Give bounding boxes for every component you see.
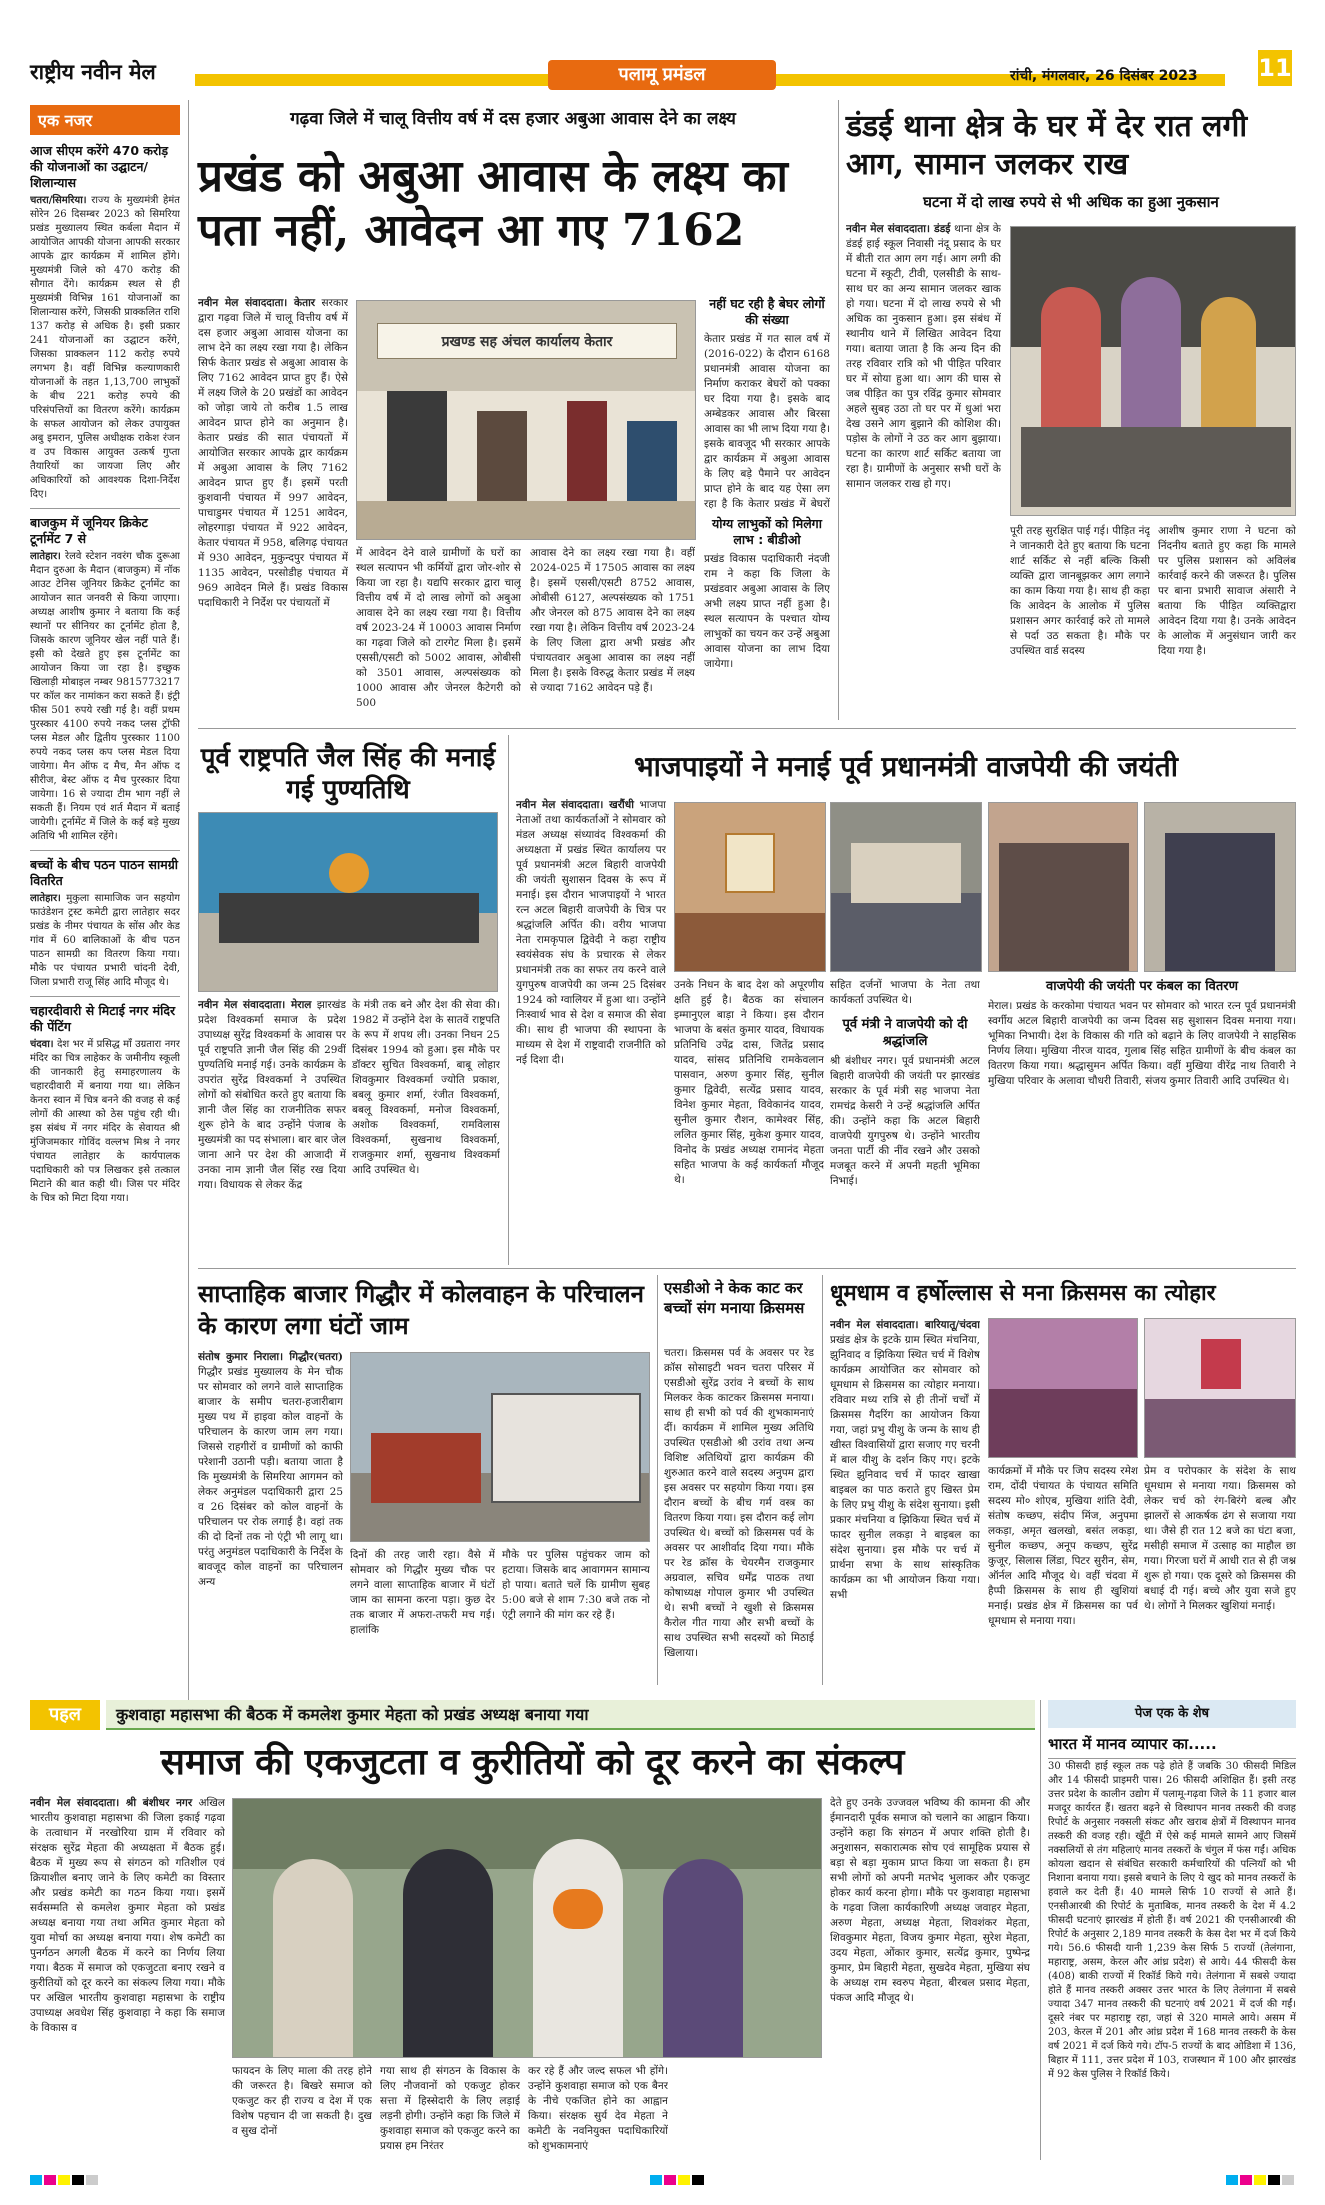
vajpayee-col-3 <box>830 978 980 1260</box>
paper-name: राष्ट्रीय नवीन मेल <box>30 59 156 84</box>
lead-kicker: गढ़वा जिले में चालू वित्तीय वर्ष में दस हजार अबुआ आवास देने का लक्ष्य <box>290 109 736 129</box>
christmas-byline: नवीन मेल संवाददाता। बारियातू/चंदवा <box>830 1319 980 1331</box>
gidhaur-col-3: मौके पर पुलिस पहुंचकर जाम को हटाया। जिसके बाद आवागमन सामान्य हो पाया। बताते चलें कि ग्रामीण सुबह 5:00 बजे से शाम 7:30 बजे तक नो एंट्री लगाने की मांग कर रहे हैं। <box>502 1549 650 1621</box>
vajpayee-byline: नवीन मेल संवाददाता। खरौंधी <box>516 799 634 811</box>
truck-photo <box>350 1352 650 1542</box>
christmas-col-3: प्रेम व परोपकार के संदेश के साथ धूमधाम से मनाया गया। क्रिसमस को लेकर चर्च को रंग-बिरंगे बल्ब और झालरों से आकर्षक ढंग से सजाया गया था। जैसे ही रात 12 बजे का घंटा बजा, मसीही समाज में उत्साह का माहौल छा गया। गिरजा घरों में आधी रात से ही जश्न शुरू हो गया। एक दूसरे को क्रिसमस की बधाई दी गई। बच्चे और युवा सजे हुए थे। लोगों ने मिलकर खुशियां मनाई। <box>1144 1465 1296 1612</box>
lead-side-body-1: केतार प्रखंड में गत साल वर्ष में (2016-022) के दौरान 6168 प्रधानमंत्री आवास योजना का निर्माण कराकर बेघरों को पक्का घर दिया गया है। इसके बाद अम्बेडकर आवास और बिरसा आवास का भी लाभ दिया गया है। इसके बावजूद भी सरकार आपके द्वार कार्यक्रम में अबुआ आवास के लिए बड़े पैमाने पर आवेदन प्राप्त होने के बाद यह ऐसा लग रहा है कि केतार प्रखंड में बेघरों <box>704 333 830 510</box>
fire-subhead: घटना में दो लाख रुपये से भी अधिक का हुआ नुकसान <box>923 193 1219 211</box>
lead-sidebar <box>704 296 830 716</box>
vajpayee-headline: भाजपाइयों ने मनाई पूर्व प्रधानमंत्री वाजपेयी की जयंती <box>633 750 1178 783</box>
section-name: पलामू प्रमंडल <box>618 64 706 85</box>
jail-singh-col-2: के मंत्री तक बने और देश की सेवा की। 1982 में उन्होंने देश के सातवें राष्ट्रपति के रूप में शपथ ली। उनका निधन 25 दिसंबर 1994 को हुआ। इस मौके पर डॉक्टर सुचित विश्वकर्मा, बाबू लोहार शिवकुमार विश्वकर्मा ज्योति प्रकाश, बबलू कुमार शर्मा, रंजीत विश्वकर्मा, बबलू विश्वकर्मा, मनोज विश्वकर्मा, अशोक विश्वकर्मा, रामविलास विश्वकर्मा, सुखनाथ विश्वकर्मा, राजकुमार शर्मा, सुखनाथ विश्वकर्मा आदि उपस्थित थे। <box>352 999 500 1176</box>
vajpayee-col1-text: भाजपा नेताओं तथा कार्यकर्ताओं ने सोमवार को मंडल अध्यक्ष संध्यावंद विश्वकर्मा की अध्यक्षता में प्रखंड स्थित कार्यालय पर पूर्व प्रधानमंत्री अटल बिहारी वाजपेयी की जयंती सुशासन दिवस के रूप में मनाई। इस दौरान भाजपाइयों ने भारत रत्न अटल बिहारी वाजपेयी के चित्र पर श्रद्धांजलि अर्पित की। वरीय भाजपा नेता रामकृपाल द्विवेदी ने कहा राष्ट्रीय स्वयंसेवक संघ के प्रचारक से लेकर प्रधानमंत्री तक का सफर तय करने वाले युगपुरुष वाजपेयी का जन्म 25 दिसंबर 1924 को ग्वालियर में हुआ था। उन्होंने निःस्वार्थ भाव से देश व समाज की सेवा की। साथ ही भाजपा की स्थापना के माध्यम से देश में राष्ट्रवादी राजनीति को नई दिशा दी। <box>516 799 666 1066</box>
pahal-label <box>30 1700 100 1730</box>
christmas-col1-text: प्रखंड क्षेत्र के इटके ग्राम स्थित मंचनिया, झुनिवाद व झिकिया स्थित चर्च में विशेष कार्यक्रम आयोजित कर सोमवार को धूमधाम से क्रिसमस का त्योहार मनाया। रविवार मध्य रात्रि से ही तीनों चर्चों में क्रिसमस गैदरिंग का आयोजन किया गया, जहां प्रभु यीशु के जन्म के साथ ही खीस्त विश्वासियों द्वारा सजाए गए चरनी में बाल यीशु के दर्शन किए गए। इटके स्थित झुनिवाद चर्च में फादर खाखा बाइबल का पाठ कराते हुए खिस्त प्रेम के लिए प्रभु यीशु के संदेश सुनाया। इसी प्रकार मंचनिया व झिकिया स्थित चर्च में फादर सुनील लकड़ा ने बाइबल का संदेश सुनाया। इस मौके पर चर्च में प्रार्थना सभा के साथ सांस्कृतिक कार्यक्रम का भी आयोजन किया गया। सभी <box>830 1334 980 1601</box>
fire-headline: डंडई थाना क्षेत्र के घर में देर रात लगी आग, सामान जलकर राख <box>846 109 1248 182</box>
vajpayee-col-1 <box>516 798 666 1258</box>
blanket-photo-1 <box>988 802 1138 972</box>
brief-lead: लातेहार। <box>30 551 61 562</box>
brief-title: चहारदीवारी से मिटाई नगर मंदिर की पेंटिंग <box>30 1003 176 1034</box>
kushwaha-photo <box>232 1798 822 2058</box>
gidhaur-col-2: दिनों की तरह जारी रहा। वैसे में सोमवार को गिद्धौर मुख्य चौक पर लगने वाला साप्ताहिक बाजार में घंटों जाम का सामना करना पड़ा। कुछ देर तक बाजार में अफरा-तफरी मच गई। हालांकि <box>350 1549 495 1636</box>
office-sign-text: प्रखण्ड सह अंचल कार्यालय केतार <box>441 334 613 350</box>
gidhaur-col-1 <box>198 1350 343 1680</box>
vajpayee-body-3: मेराल। प्रखंड के करकोमा पंचायत भवन पर सोमवार को भारत रत्न पूर्व प्रधानमंत्री स्वर्गीय अटल बिहारी वाजपेयी का जन्म दिवस सह सुशासन दिवस मनाया गया। भूमिका निभायी। देश के विकास की गति को बढ़ाने के लिए वाजपेयी ने साहसिक निर्णय लिया। मुखिया नीरज यादव, गुलाब सिंह सहित ग्रामीणों के बीच कंबल का वितरण किया गया। श्रद्धासुमन अर्पित किया। वहीं मुखिया वीरेंद्र नाथ तिवारी ने मुखिया परिवार के अलावा चौधरी तिवारी, संजय कुमार तिवारी आदि उपस्थित थे। <box>988 1000 1296 1087</box>
fire-photo <box>1010 226 1296 516</box>
vajpayee-photo-1 <box>674 802 826 972</box>
fire-col-1 <box>846 222 1001 718</box>
brief-lead: चतरा/सिमरिया। <box>30 195 87 206</box>
brief-body: मुकुला सामाजिक जन सहयोग फाउंडेशन ट्रस्ट कमेटी द्वारा लातेहार सदर प्रखंड के नीमर पंचायत के सोंस और केड गांव में 60 बालिकाओं के बीच पठन पाठन सामग्री का वितरण किया गया। मौके पर पंचायत प्रभारी चांदनी देवी, जिला प्रभारी राजू सिंह आदि मौजूद थे। <box>30 893 180 988</box>
vajpayee-body-2: श्री बंशीधर नगर। पूर्व प्रधानमंत्री अटल बिहारी वाजपेयी की जयंती पर झारखंड सरकार के पूर्व मंत्री सह भाजपा नेता रामचंद्र केसरी ने उन्हें श्रद्धांजलि अर्पित की। उन्होंने कहा कि अटल बिहारी वाजपेयी युगपुरुष थे। उन्होंने भारतीय जनता पार्टी की नींव रखने और उसको मजबूत करने में अपनी महती भूमिका निभाई। <box>830 1055 980 1187</box>
lead-side-body-2: प्रखंड विकास पदाधिकारी नंदजी राम ने कहा कि जिला के प्रखंडवार अबुआ आवास के लिए अभी लक्ष्य प्राप्त नहीं हुआ है। स्थल सत्यापन के पश्चात योग्य लाभुकों का चयन कर उन्हें अबुआ आवास योजना का लाभ दिया जायेगा। <box>704 553 830 670</box>
christmas-col-2: कार्यक्रमों में मौके पर जिप सदस्य रमेश राम, दोंदी पंचायत के पंचायत समिति सदस्य मो० शोएब, मुखिया शांति देवी, संतोष कच्छप, संदीप मिंज, अनुपमा लकड़ा, अमृत खलखो, बसंत लकड़ा, सुनील कच्छप, अनूप कच्छप, सुरेंद्र कुजूर, सिलास लिंडा, पिटर सुरीन, सेम, ऑर्नल आदि मौजूद थे। वहीं चंदवा में हैप्पी क्रिसमस के साथ ही खुशियां मनाई। प्रखंड क्षेत्र में क्रिसमस का पर्व धूमधाम से मनाया गया। <box>988 1465 1138 1627</box>
sdo-headline: एसडीओ ने केक काट कर बच्चों संग मनाया क्रिसमस <box>664 1279 805 1317</box>
sdo-body: चतरा। क्रिसमस पर्व के अवसर पर रेड क्रॉस सोसाइटी भवन चतरा परिसर में एसडीओ सुरेंद्र उरांव ने बच्चों के साथ मिलकर केक काटकर क्रिसमस मनाया। साथ ही सभी को पर्व की शुभकामनाएं दीं। कार्यक्रम में शामिल मुख्य अतिथि उपस्थित एसडीओ श्री उरांव तथा अन्य विशिष्ट अतिथियों द्वारा कार्यक्रम की शुरुआत करने वाले सदस्य अनुपम द्वारा इस अवसर पर सहयोग किया गया। इस दौरान बच्चों के बीच गर्म वस्त्र का वितरण किया गया। इस दौरान कई लोग उपस्थित थे। बच्चों को क्रिसमस पर्व के अवसर पर आशीर्वाद दिया गया। मौके पर रेड क्रॉस के चेयरमैन राजकुमार अग्रवाल, सचिव धर्मेंद्र पाठक तथा कोषाध्यक्ष गोपाल कुमार भी उपस्थित थे। सभी बच्चों ने खुशी से क्रिसमस कैरोल गीत गाया और सभी बच्चों के साथ उपस्थित सभी सदस्यों को मिठाई खिलाया। <box>664 1347 814 1659</box>
left-column-header <box>30 105 180 135</box>
jail-singh-headline: पूर्व राष्ट्रपति जैल सिंह की मनाई गई पुण्यतिथि <box>200 743 496 805</box>
left-column <box>30 105 180 1705</box>
gidhaur-col1-text: गिद्धौर प्रखंड मुख्यालय के मेन चौक पर सोमवार को लगने वाले साप्ताहिक बाजार के समीप चतरा-हजारीबाग मुख्य पथ में हाइवा कोल वाहनों के परिचालन के कारण जाम लग गया। जिससे राहगीरों व ग्रामीणों को काफी परेशानी उठानी पड़ी। बताया जाता है कि मुख्यमंत्री के सिमरिया आगमन को लेकर अनुमंडल पदाधिकारी द्वारा 25 व 26 दिसंबर को कोल वाहनों के परिचालन पर रोक लगाई है। वहां तक की दो दिनों तक नो एंट्री भी लागू था। परंतु अनुमंडल पदाधिकारी के निर्देश के बावजूद कोल वाहनों का परिचालन अन्य <box>198 1366 343 1588</box>
brief-title: आज सीएम करेंगे 470 करोड़ की योजनाओं का उद्घाटन/शिलान्यास <box>30 143 169 190</box>
christmas-headline: धूमधाम व हर्षोल्लास से मना क्रिसमस का त्योहार <box>830 1280 1216 1306</box>
page-number: 11 <box>1258 54 1292 82</box>
office-photo <box>356 300 696 540</box>
trafficking-headline: भारत में मानव व्यापार का..... <box>1048 1734 1296 1759</box>
dateline: रांची, मंगलवार, 26 दिसंबर 2023 <box>1010 68 1198 84</box>
vajpayee-photo-2 <box>830 802 982 972</box>
jail-singh-col-1 <box>198 998 346 1260</box>
kushwaha-kicker-bar <box>106 1700 1035 1730</box>
gidhaur-headline: साप्ताहिक बाजार गिद्धौर में कोलवाहन के परिचालन के कारण लगा घंटों जाम <box>198 1279 644 1340</box>
brief-lead: लातेहार। <box>30 893 61 904</box>
brief-lead: चंदवा। <box>30 1039 54 1050</box>
jail-singh-photo <box>198 812 498 992</box>
fire-col1-text: थाना क्षेत्र के डंडई हाई स्कूल निवासी नंदू प्रसाद के घर में बीती रात आग लग गई। आग लगी की घटना में स्कूटी, टीवी, एलसीडी के साथ-साथ घर का अन्य सामान जलकर खाक हो गया। घटना में दो लाख रुपये से भी अधिक का नुकसान हुआ। इस संबंध में स्थानीय थाने में लिखित आवेदन दिया गया। बताया जाता है कि अन्य दिन की तरह रविवार रात्रि को भी पीड़ित परिवार घर में सोया हुआ था। आग की घास से जब पीड़ित का पुत्र रविंद्र कुमार सोमवार अहले सुबह उठा तो घर पर में धुआं भरा देख उसने आग बुझाने की कोशिश की। पड़ोस के लोगों ने उठ कर आग बुझाया। घटना का कारण शार्ट सर्किट बताया जा रहा है। ग्रामीणों के अनुसार सभी घरों के सामान जलकर राख हो गए। <box>846 223 1001 490</box>
jail-singh-col1-text: झारखंड प्रदेश विश्वकर्मा समाज के प्रदेश उपाध्यक्ष सुरेंद्र विश्वकर्मा के आवास पर पूर्व राष्ट्रपति ज्ञानी जैल सिंह की 29वीं पुण्यतिथि मनाई गई। उनके कार्यक्रम के उपरांत सुरेंद्र विश्वकर्मा ने उपस्थित लोगों को संबोधित करते हुए बताया कि ज्ञानी जैल सिंह का राजनीतिक सफर शुरू होने के बाद उन्होंने पंजाब के मुख्यमंत्री का पद संभाला। बार बार जेल जाना आने पर देश की आजादी में उनका नाम ज्ञानी जैल सिंह रख दिया गया। विधायक से लेकर केंद्र <box>198 999 346 1191</box>
brief-body: राज्य के मुख्यमंत्री हेमंत सोरेन 26 दिसम्बर 2023 को सिमरिया प्रखंड मुख्यालय स्थित कर्बला मैदान में आयोजित आपकी योजना आपकी सरकार आपके द्वार कार्यक्रम में शामिल होंगे। मुख्यमंत्री जिले को 470 करोड़ की सौगात देंगे। कार्यक्रम स्थल से ही मुख्यमंत्री विभिन्न 161 योजनाओं का शिलान्यास करेंगे, जिसकी प्राक्कलित राशि 137 करोड़ से अधिक है। इसी प्रकार 241 योजनाओं का उद्घाटन करेंगे, जिसका प्राक्कलन 112 करोड़ रुपये लगभग है। वहीं विभिन्न कल्याणकारी योजनाओं के तहत 1,13,700 लाभुकों के बीच 221 करोड़ रुपये की परिसंपत्तियों का वितरण करेंगे। कार्यक्रम के सफल आयोजन को लेकर उपायुक्त अबु इमरान, पुलिस अधीक्षक राकेश रंजन व उप विकास आयुक्त उत्कर्ष गुप्ता तैयारियों का जायजा लिए और अधिकारियों को आवश्यक दिशा-निर्देश दिए। <box>30 195 180 500</box>
kushwaha-col-3: गया साथ ही संगठन के विकास के लिए नौजवानों को एकजुट होकर सत्ता में हिस्सेदारी के लिए लड़ाई लड़नी होगी। उन्होंने कहा कि जिले में कुशवाहा समाज को एकजुट करने का प्रयास हम निरंतर <box>380 2065 520 2152</box>
vajpayee-col3-text: सहित दर्जनों भाजपा के नेता तथा कार्यकर्ता उपस्थित थे। <box>830 979 980 1006</box>
church-photo-2 <box>1144 1318 1296 1458</box>
fire-col-2: पूरी तरह सुरक्षित पाई गई। पीड़ित नंदू ने जानकारी देते हुए बताया कि घटना शार्ट सर्किट से नहीं बल्कि किसी व्यक्ति द्वारा जानबूझकर आग लगाने का काम किया गया है। साथ ही कहा कि आवेदन के आलोक में पुलिस प्रशासन अगर कार्रवाई करे तो मामले से पर्दा उठ सकता है। मौके पर उपस्थित वार्ड सदस्य <box>1010 525 1150 657</box>
left-column-header-text: एक नजर <box>38 111 93 130</box>
jail-singh-byline: नवीन मेल संवाददाता। मेराल <box>198 999 312 1011</box>
church-photo-1 <box>988 1318 1138 1458</box>
fire-byline: नवीन मेल संवाददाता। डंडई <box>846 223 951 235</box>
page-number-badge <box>1258 50 1292 86</box>
blanket-photo-2 <box>1144 802 1296 972</box>
brief-item <box>30 857 180 990</box>
brief-body: रेलवे स्टेशन नवरंग चौक दुरूआ मैदान दुरुआ के मैदान (बाजकुम) में नॉक आउट टेनिस जूनियर क्रिकेट टूर्नामेंट का आयोजन सात जनवरी से किया जाएगा। अध्यक्ष आशीष कुमार ने बताया कि कई स्थानों पर सीनियर का टूर्नामेंट होता है, जिसके कारण जूनियर खेल नहीं पाते हैं। इसी को देखते हुए इस टूर्नामेंट का आयोजन किया जा रहा है। इच्छुक खिलाड़ी मोबाइल नम्बर 9815773217 पर कॉल कर नामांकन करा सकते हैं। इंट्री फीस 501 रुपये रखी गई है। वहीं प्रथम पुरस्कार 4100 रुपये नकद प्लस ट्रॉफी प्लस मेडल और द्वितीय पुरस्कार 1100 रुपये नकद प्लस कप प्लस मेडल दिया जायेगा। मैन ऑफ द मैच, मैन ऑफ द सीरीज, बेस्ट ऑफ द मैच पुरस्कार दिया जायेगा। 16 से ज्यादा टीम भाग नहीं ले सकती हैं। नियम एवं शर्त मैदान में बताई जायेगी। टूर्नामेंट में जिले के कई बड़े मुख्य अतिथि भी शामिल रहेंगे। <box>30 551 180 842</box>
lead-byline: नवीन मेल संवाददाता। केतार <box>198 297 316 309</box>
kushwaha-banner <box>30 1700 1035 1730</box>
office-sign <box>377 323 677 359</box>
vajpayee-col-4 <box>988 978 1296 1260</box>
footer-registration-bar <box>30 2175 1296 2185</box>
lead-col-3: आवास देने का लक्ष्य रखा गया है। वहीं 2024-025 में 17505 आवास का लक्ष्य है। इसमें एससी/एसटी 8752 आवास, ओबीसी 6127, अल्पसंख्यक को 1751 और जेनरल को 875 आवास देने का लक्ष्य रखा गया है। लेकिन वित्तीय वर्ष 2023-24 के लिए जिला द्वारा अभी प्रखंड और पंचायतवार अबुआ आवास का लक्ष्य नहीं मिला है। इसके विरुद्ध केतार प्रखंड में लक्ष्य से ज्यादा 7162 आवेदन पड़े हैं। <box>530 547 695 694</box>
brief-title: बच्चों के बीच पठन पाठन सामग्री वितरित <box>30 857 178 888</box>
kushwaha-col1-text: अखिल भारतीय कुशवाहा महासभा की जिला इकाई गढ़वा के तत्वाधान में नरखोरिया ग्राम में रविवार को संरक्षक सुरेंद्र मेहता की अध्यक्षता में बैठक हुई। बैठक में मुख्य रूप से संगठन को गतिशील एवं क्रियाशील बनाए जाने के लिए कमेटी का विस्तार और प्रखंड कमेटी का गठन किया गया। इसमें सर्वसम्मति से कमलेश कुमार मेहता को प्रखंड अध्यक्ष बनाया गया तथा अमित कुमार मेहता को युवा मोर्चा का अध्यक्ष बनाया गया। शेष कमेटी का पुनर्गठन अगली बैठक में करने का निर्णय लिया गया। बैठक में समाज को एकजुटता बनाए रखने व कुरीतियों को दूर करने का संकल्प लिया गया। मौके पर अखिल भारतीय कुशवाहा महासभा के राष्ट्रीय उपाध्यक्ष अवधेश सिंह कुशवाहा ने कहा कि समाज के विकास व <box>30 1797 225 2034</box>
section-name-badge <box>548 60 776 90</box>
lead-col-1 <box>198 296 348 686</box>
continued-tab <box>1048 1700 1296 1728</box>
brief-item <box>30 143 180 502</box>
gidhaur-byline: संतोष कुमार निराला। गिद्धौर(चतरा) <box>198 1351 343 1363</box>
kushwaha-kicker: कुशवाहा महासभा की बैठक में कमलेश कुमार मेहता को प्रखंड अध्यक्ष बनाया गया <box>116 1705 589 1724</box>
vajpayee-col-2: उनके निधन के बाद देश को अपूरणीय क्षति हुई है। बैठक का संचालन इम्मानुएल बाड़ा ने किया। इस दौरान भाजपा के बसंत कुमार यादव, विधायक प्रतिनिधि उपेंद्र दास, जितेंद्र प्रसाद यादव, सांसद प्रतिनिधि रामकेवलान पासवान, अरुण कुमार सिंह, सुनील कुमार द्विवेदी, सत्येंद्र प्रसाद यादव, विनेश कुमार मेहता, विवेकानंद यादव, सुनील कुमार रौशन, कामेश्वर सिंह, ललित कुमार सिंह, मुकेश कुमार यादव, विनोद के प्रखंड अध्यक्ष रामानंद मेहता सहित भाजपा के कई कार्यकर्ता मौजूद थे। <box>674 979 824 1186</box>
continued-tab-text: पेज एक के शेष <box>1134 1706 1210 1721</box>
kushwaha-byline: नवीन मेल संवाददाता। श्री बंशीधर नगर <box>30 1797 193 1809</box>
lead-side-sub-1: नहीं घट रही है बेघर लोगों की संख्या <box>709 296 825 327</box>
brief-body: देश भर में प्रसिद्ध माँ उग्रतारा नगर मंदिर का चित्र लाहेकर के जमीनीय स्कूली की जानकारी हेतु समाहरणालय के चहारदीवारी में बनाया गया था। लेकिन केनरा स्वान में चित्र बनने की वजह से कई लोगों की आस्था को ठेस पहुंच रही थी। इस संबंध में नगर मंदिर के सेवायत श्री मुंजिजमकार गोविंद वल्लभ मिश्र ने नगर पंचायत लातेहार के कार्यपालक पदाधिकारी को पत्र लिखकर इसे तत्काल मिटाने की बात कही थी। जिस पर मंदिर के चित्र को मिटा दिया गया। <box>30 1039 180 1204</box>
brief-item <box>30 1003 180 1206</box>
pahal-label-text: पहल <box>49 1704 81 1725</box>
kushwaha-col-1 <box>30 1796 225 2158</box>
fire-col-3: आशीष कुमार राणा ने घटना को निंदनीय बताते हुए कहा कि मामले पर पुलिस प्रशासन को अविलंब कार्रवाई करने की जरूरत है। पुलिस पर बाना प्रभारी सावाज अंसारी ने बताया कि पीड़ित व्यक्तिद्वारा आवेदन दिया गया है। उनके आवेदन के आलोक में अनुसंधान जारी कर दिया गया है। <box>1158 525 1296 657</box>
trafficking-body: 30 फीसदी हाई स्कूल तक पढ़े होते हैं जबकि 30 फीसदी मिडिल और 14 फीसदी प्राइमरी पास। 26 फीसदी अशिक्षित हैं। इसी तरह उत्तर प्रदेश के कालीन उद्योग में पलामू-गढ़वा जिले के 11 हजार बाल मजदूर कार्यरत हैं। खतरा बढ़ने से विस्थापन मानव तस्करी की वजह रिपोर्ट के अनुसार नक्सली संकट और खराब क्षेत्रों में विस्थापन मानव तस्करी की वजह रही। खूँटी में ऐसे कई मामले सामने आए जिसमें नक्सलियों से तंग महिलाएं मानव तस्करों के चंगुल में फंस गईं। अधिक कोयला खदान से संबंधित सरकारी कर्मचारियों की पत्नियाँ को भी निशाना बनाया गया। इससे बचाने के लिए ये खुद को मानव तस्करों के हवाले कर देती हैं। 40 मामले सिर्फ 10 राज्यों से आते हैं। एनसीआरबी की रिपोर्ट के मुताबिक, मानव तस्करी के देश में 4.2 फीसदी घटनाएं झारखंड में होती हैं। वर्ष 2021 की एनसीआरबी की रिपोर्ट के अनुसार 2,189 मानव तस्करी के केस देश भर में दर्ज किये गये। 56.6 फीसदी यानी 1,239 केस सिर्फ 5 राज्यों (तेलंगाना, महाराष्ट्र, असम, केरल और आंध्र प्रदेश) से आये। 44 फीसदी केस (408) बाकी राज्यों में रिकॉर्ड किये गये। तेलंगाना में सबसे ज्यादा होते हैं मानव तस्करी अक्सर उत्तर भारत के लिए तेलंगाना में सबसे ज्यादा 347 मानव तस्करी की घटनाएं वर्ष 2021 में दर्ज की गईं। दूसरे नंबर पर महाराष्ट्र रहा, जहां से 320 मामले आये। असम में 203, केरल में 201 और आंध्र प्रदेश में 168 मानव तस्करी के केस वर्ष 2021 में दर्ज किये गये। टॉप-5 राज्यों के बाद ओडिशा में 136, बिहार में 111, उत्तर प्रदेश में 103, राजस्थान में 100 और झारखंड में 92 केस पुलिस ने रिकॉर्ड किये। <box>1048 1761 1296 2080</box>
brief-item <box>30 515 180 844</box>
lead-headline: प्रखंड को अबुआ आवास के लक्ष्य का पता नहीं, आवेदन आ गए 7162 <box>198 151 788 256</box>
lead-col1-text: सरकार द्वारा गढ़वा जिले में चालू वित्तीय वर्ष में दस हजार अबुआ आवास योजना का लाभ देने का लक्ष्य रखा गया है। लेकिन सिर्फ केतार प्रखंड से अबुआ आवास के लिए 7162 आवेदन प्राप्त हुए हैं। ऐसे में लक्ष्य जिले के 20 प्रखंडों का आवेदन को जोड़ा जाये तो करीब 1.5 लाख आवेदन प्राप्त होने का अनुमान है। केतार प्रखंड की सात पंचायतों में आयोजित सरकार आपके द्वार कार्यक्रम में अबुआ आवास के लिए 7162 आवेदन प्राप्त हुए हैं। इसमें परती कुशवानी पंचायत में 997 आवेदन, पाचाडुमर पंचायत में 1251 आवेदन, लोहरगाड़ा पंचायत में 922 आवेदन, केतार पंचायत में 958, बलिगढ़ पंचायत में 930 आवेदन, मुकुन्दपुर पंचायत में 1135 आवेदन, परसोडीह पंचायत में 969 आवेदन मिले हैं। प्रखंड विकास पदाधिकारी ने निर्देश पर पंचायतों में <box>198 297 348 609</box>
kushwaha-col-2: फायदन के लिए माला की तरह होने की जरूरत है। बिखरे समाज को एकजुट कर ही राज्य व देश में एक विशेष पहचान दी जा सकती है। दुख व सुख दोनों <box>232 2065 372 2137</box>
lead-col-2: में आवेदन देने वाले ग्रामीणों के घरों का स्थल सत्यापन भी कर्मियों द्वारा जोर-शोर से किया जा रहा है। यद्यपि सरकार द्वारा चालू वित्तीय वर्ष में दो लाख लोगों को अबुआ आवास देने का लक्ष्य रखा गया है। वित्तीय वर्ष 2023-24 में 10003 आवास निर्माण का गढ़वा जिले को टारगेट मिला है। इसमें एससी/एसटी को 5002 आवास, ओबीसी को 3501 आवास, अल्पसंख्यक को 1000 आवास और जेनरल कैटेगरी को 500 <box>356 547 521 709</box>
brief-title: बाजकुम में जूनियर क्रिकेट टूर्नामेंट 7 से <box>30 515 148 546</box>
masthead <box>0 0 1325 86</box>
lead-side-sub-2: योग्य लाभुकों को मिलेगा लाभ : बीडीओ <box>712 516 822 547</box>
kushwaha-col-4: कर रहे हैं और जल्द सफल भी होंगे। उन्होंने कुशवाहा समाज को एक बैनर के नीचे एकजित होने का आह्वान किया। संरक्षक सुर्य देव मेहता ने कमेटी के नवनियुक्त पदाधिकारियों को शुभकामनाएं <box>528 2065 668 2152</box>
kushwaha-headline: समाज की एकजुटता व कुरीतियों को दूर करने का संकल्प <box>160 1741 905 1783</box>
christmas-col-1 <box>830 1318 980 1680</box>
kushwaha-col-5: देते हुए उनके उज्जवल भविष्य की कामना की और ईमानदारी पूर्वक समाज को चलाने का आह्वान किया। उन्होंने कहा कि संगठन में अपार शक्ति होती है। अनुशासन, सकारात्मक सोच एवं सामूहिक प्रयास से बड़ा से बड़ा मुकाम प्राप्त किया जा सकता है। हम सभी लोगों को अपनी मतभेद भुलाकर और एकजुट होकर कार्य करना होगा। मौके पर कुशवाहा महासभा के गढ़वा जिला कार्यकारिणी अध्यक्ष जवाहर मेहता, अरुण मेहता, अध्यक्ष मेहता, शिवशंकर मेहता, शिवकुमार मेहता, विजय कुमार मेहता, सुरेश मेहता, उदय मेहता, ओंकार कुमार, सत्येंद्र कुमार, पुष्पेन्द्र कुमार, प्रेम बिहारी मेहता, सुखदेव मेहता, मुखिया संघ के अध्यक्ष राम स्वरुप मेहता, बीरबल प्रसाद मेहता, पंकज आदि मौजूद थे। <box>830 1797 1030 2004</box>
vajpayee-sub-3: वाजपेयी की जयंती पर कंबल का वितरण <box>1046 979 1238 994</box>
vajpayee-sub-2: पूर्व मंत्री ने वाजपेयी को दी श्रद्धांजलि <box>842 1017 968 1049</box>
